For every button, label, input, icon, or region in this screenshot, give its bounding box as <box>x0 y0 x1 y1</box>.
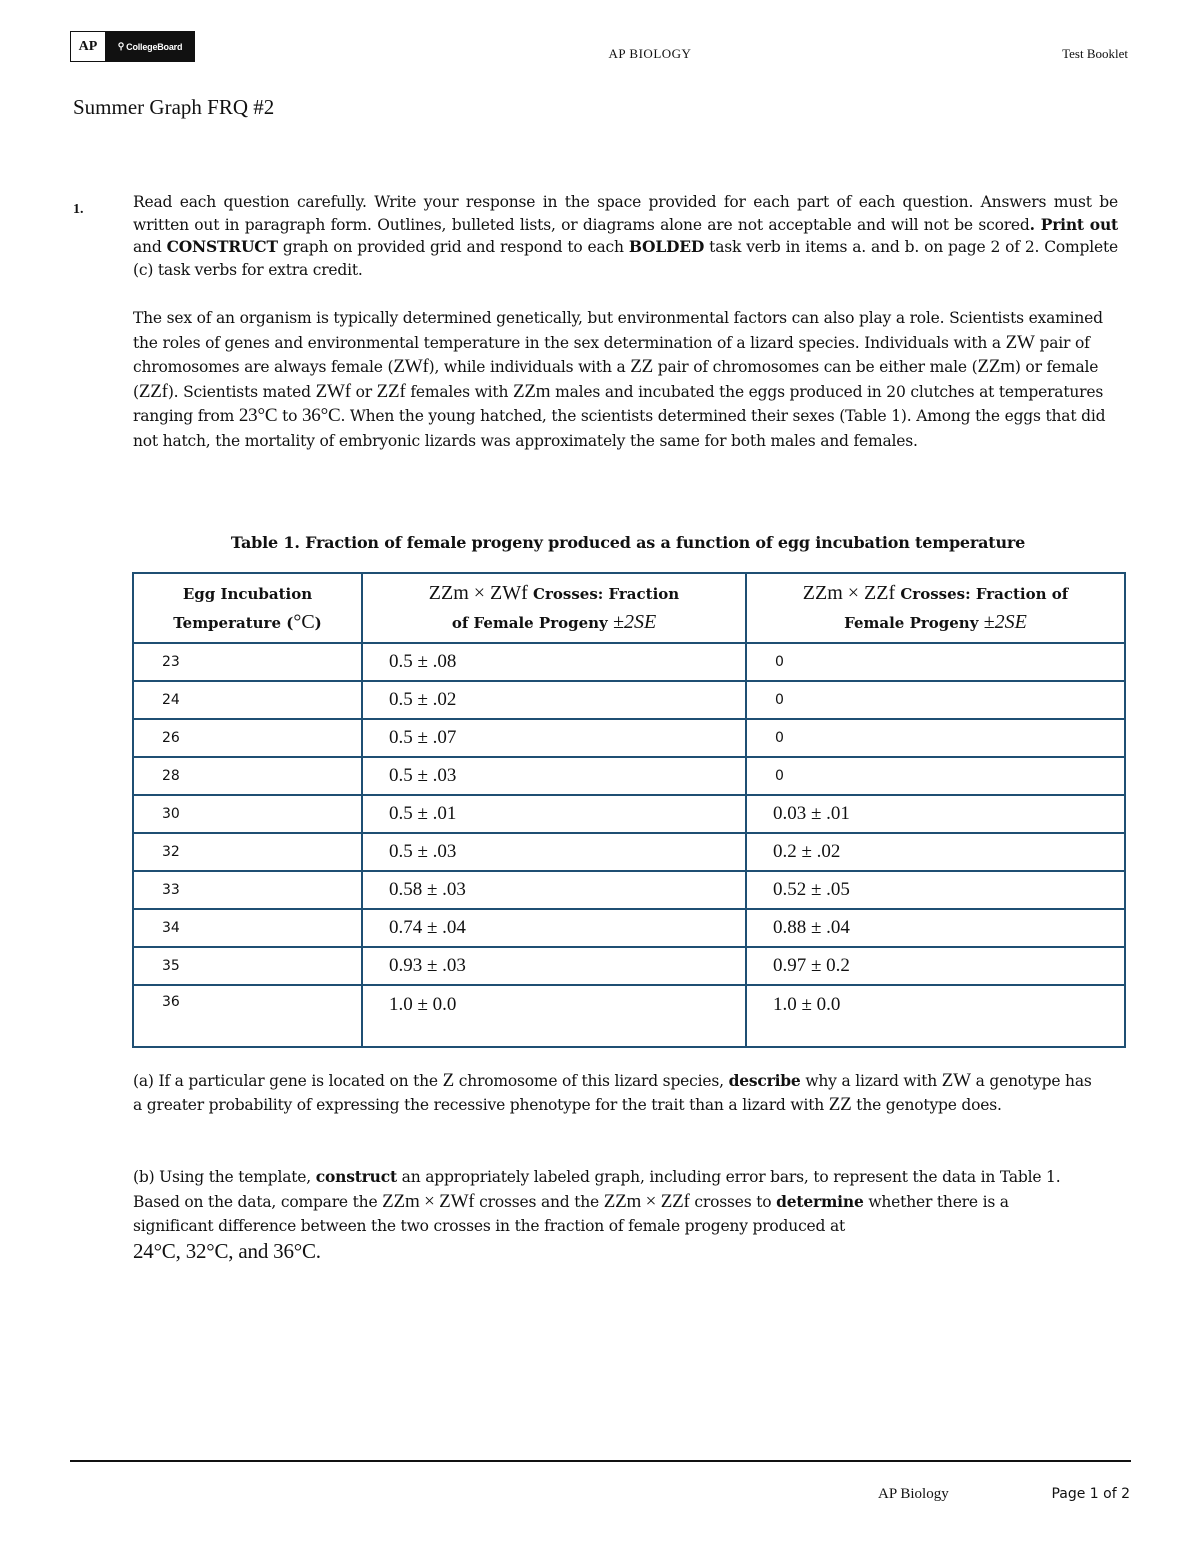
question-number: 1. <box>73 202 84 217</box>
table-caption: Table 1. Fraction of female progeny produced as a function of egg incubation temperature <box>230 533 1026 552</box>
table-row <box>133 985 1125 1047</box>
part-a-question: (a) If a particular gene is located on the Z chromosome of this lizard species, describe why a lizard with ZW a genotype has a greater probability of expressing the recessive phenotype for the trait than a lizard with ZZ the genotype does. <box>133 1070 1092 1115</box>
table-row <box>133 681 1125 719</box>
collegeboard-logo-text: ⚲ CollegeBoard <box>106 32 194 61</box>
cell-zwf: 0.5 ± .02 <box>362 681 746 719</box>
cell-zzf: 0.03 ± .01 <box>746 795 1125 833</box>
cell-zzf: 0.97 ± 0.2 <box>746 947 1125 985</box>
table-header-row <box>133 573 1125 643</box>
cell-temp: 23 <box>133 643 362 681</box>
instructions-paragraph: Read each question carefully. Write your response in the space provided for each part of each question. Answers must be written out in paragraph form. Outlines, bulleted lists, or diagrams alone are not acceptable and will not be scored. Print out and CONSTRUCT graph on provided grid and respond to each BOLDED task verb in items a. and b. on page 2 of 2. Complete (c) task verbs for extra credit. <box>133 193 1119 279</box>
footer-page-number: Page 1 of 2 <box>1051 1486 1130 1502</box>
table-row <box>133 909 1125 947</box>
acorn-icon: ⚲ <box>117 41 125 51</box>
footer-divider <box>70 1460 1131 1462</box>
cell-temp: 34 <box>133 909 362 947</box>
cell-zzf: 0 <box>746 719 1125 757</box>
cell-temp: 32 <box>133 833 362 871</box>
cell-temp: 33 <box>133 871 362 909</box>
table-row <box>133 757 1125 795</box>
header-zzf-cross: ZZm × ZZf Crosses: Fraction of Female Progeny ±2SE <box>746 573 1125 643</box>
table-row <box>133 795 1125 833</box>
cell-temp: 26 <box>133 719 362 757</box>
header-subject: AP BIOLOGY <box>608 46 692 61</box>
cell-zwf: 0.5 ± .03 <box>362 833 746 871</box>
cell-temp: 36 <box>133 985 362 1047</box>
cell-temp: 35 <box>133 947 362 985</box>
table-row <box>133 833 1125 871</box>
cell-zwf: 0.5 ± .08 <box>362 643 746 681</box>
part-b-question: (b) Using the template, construct an appropriately labeled graph, including error bars, to represent the data in Table 1. Based on the data, compare the ZZm × ZWf crosses and the ZZm × ZZf crosses to determine whether there is a significant difference between the two crosses in the fraction of female progeny produced at 24°C, 32°C, and 36°C. <box>133 1167 1061 1263</box>
cell-zzf: 0 <box>746 643 1125 681</box>
cell-zzf: 1.0 ± 0.0 <box>746 985 1125 1047</box>
table-row <box>133 643 1125 681</box>
cell-zwf: 1.0 ± 0.0 <box>362 985 746 1047</box>
table-row <box>133 719 1125 757</box>
stimulus-paragraph: The sex of an organism is typically determined genetically, but environmental factors can also play a role. Scientists examined the roles of genes and environmental temperature in the sex determination of a lizard species. Individuals with a ZW pair of chromosomes are always female (ZWf), while individuals with a ZZ pair of chromosomes can be either male (ZZm) or female (ZZf). Scientists mated ZWf or ZZf females with ZZm males and incubated the eggs produced in 20 clutches at temperatures ranging from 23°C to 36°C. When the young hatched, the scientists determined their sexes (Table 1). Among the eggs that did not hatch, the mortality of embryonic lizards was approximately the same for both males and females. <box>133 309 1106 450</box>
header-booklet-label: Test Booklet <box>1062 46 1128 61</box>
cell-zwf: 0.58 ± .03 <box>362 871 746 909</box>
cell-temp: 24 <box>133 681 362 719</box>
header-zwf-cross: ZZm × ZWf Crosses: Fraction of Female Progeny ±2SE <box>362 573 746 643</box>
cell-zwf: 0.74 ± .04 <box>362 909 746 947</box>
cell-zwf: 0.5 ± .01 <box>362 795 746 833</box>
footer-course: AP Biology <box>878 1486 949 1502</box>
cell-zwf: 0.5 ± .03 <box>362 757 746 795</box>
cell-zwf: 0.5 ± .07 <box>362 719 746 757</box>
cell-zzf: 0.88 ± .04 <box>746 909 1125 947</box>
table-row <box>133 947 1125 985</box>
cell-temp: 30 <box>133 795 362 833</box>
cell-zwf: 0.93 ± .03 <box>362 947 746 985</box>
header-temperature: Egg Incubation Temperature (°C) <box>133 573 362 643</box>
cell-zzf: 0.2 ± .02 <box>746 833 1125 871</box>
cell-zzf: 0 <box>746 681 1125 719</box>
table-row <box>133 871 1125 909</box>
cell-zzf: 0 <box>746 757 1125 795</box>
page-title: Summer Graph FRQ #2 <box>73 95 275 119</box>
cell-zzf: 0.52 ± .05 <box>746 871 1125 909</box>
ap-logo-mark: AP <box>71 32 106 61</box>
data-table <box>132 572 1126 1048</box>
cell-temp: 28 <box>133 757 362 795</box>
